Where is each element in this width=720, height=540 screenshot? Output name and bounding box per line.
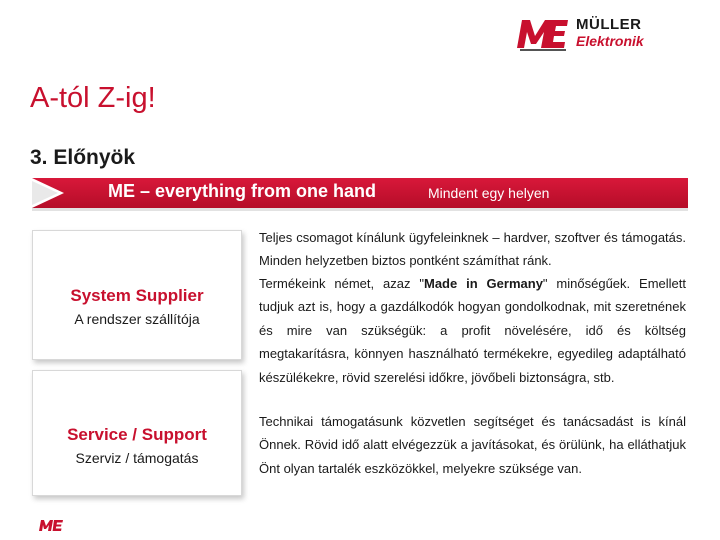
footer-me-logo-icon [38, 518, 64, 532]
headline-banner [32, 176, 688, 212]
card-title: Service / Support [67, 425, 207, 444]
made-in-germany-emphasis: Made in Germany [423, 276, 543, 291]
mueller-elektronik-logo [514, 14, 646, 52]
paragraph-text: " minőségűek. Emellett tudjuk azt is, hogy a gazdálkodók hogyan gondolkodnak, mit szeretnének és mire van szükségük: a profit növelésére, idő és költség megtakarításra, könnyen használható termékekre, egyedileg adaptálható készülékekre, rövid szerelési időkre, jövőbeli biztonságra, stb. [259, 276, 686, 385]
paragraph-text: Termékeink német, azaz " [259, 276, 424, 291]
banner-tagline: Mindent egy helyen [428, 185, 550, 201]
me-logo-icon [514, 14, 570, 52]
paragraph-made-in-germany [259, 272, 686, 389]
service-support-card [32, 370, 242, 496]
paragraph-technical-support: Technikai támogatásunk közvetlen segítséget és tanácsadást is kínál Önnek. Rövid idő alatt elvégezzük a javításokat, és örülünk, ha elláthatjuk Önt olyan tartalék eszközökkel, melyekre szüksége van. [259, 414, 686, 476]
card-title: System Supplier [70, 286, 204, 305]
card-subtitle: Szerviz / támogatás [75, 450, 199, 466]
logo-brand-top: MÜLLER [576, 16, 642, 33]
section-subtitle: 3. Előnyök [30, 146, 136, 169]
system-supplier-card [32, 230, 242, 360]
banner-headline: ME – everything from one hand [108, 181, 377, 201]
paragraph-full-package: Teljes csomagot kínálunk ügyfeleinknek – hardver, szoftver és támogatás. Minden helyzetben biztos pontként számíthat ránk. [259, 230, 686, 269]
page-title: A-tól Z-ig! [30, 82, 156, 114]
card-subtitle: A rendszer szállítója [74, 311, 200, 327]
logo-brand-bottom: Elektronik [576, 33, 644, 49]
